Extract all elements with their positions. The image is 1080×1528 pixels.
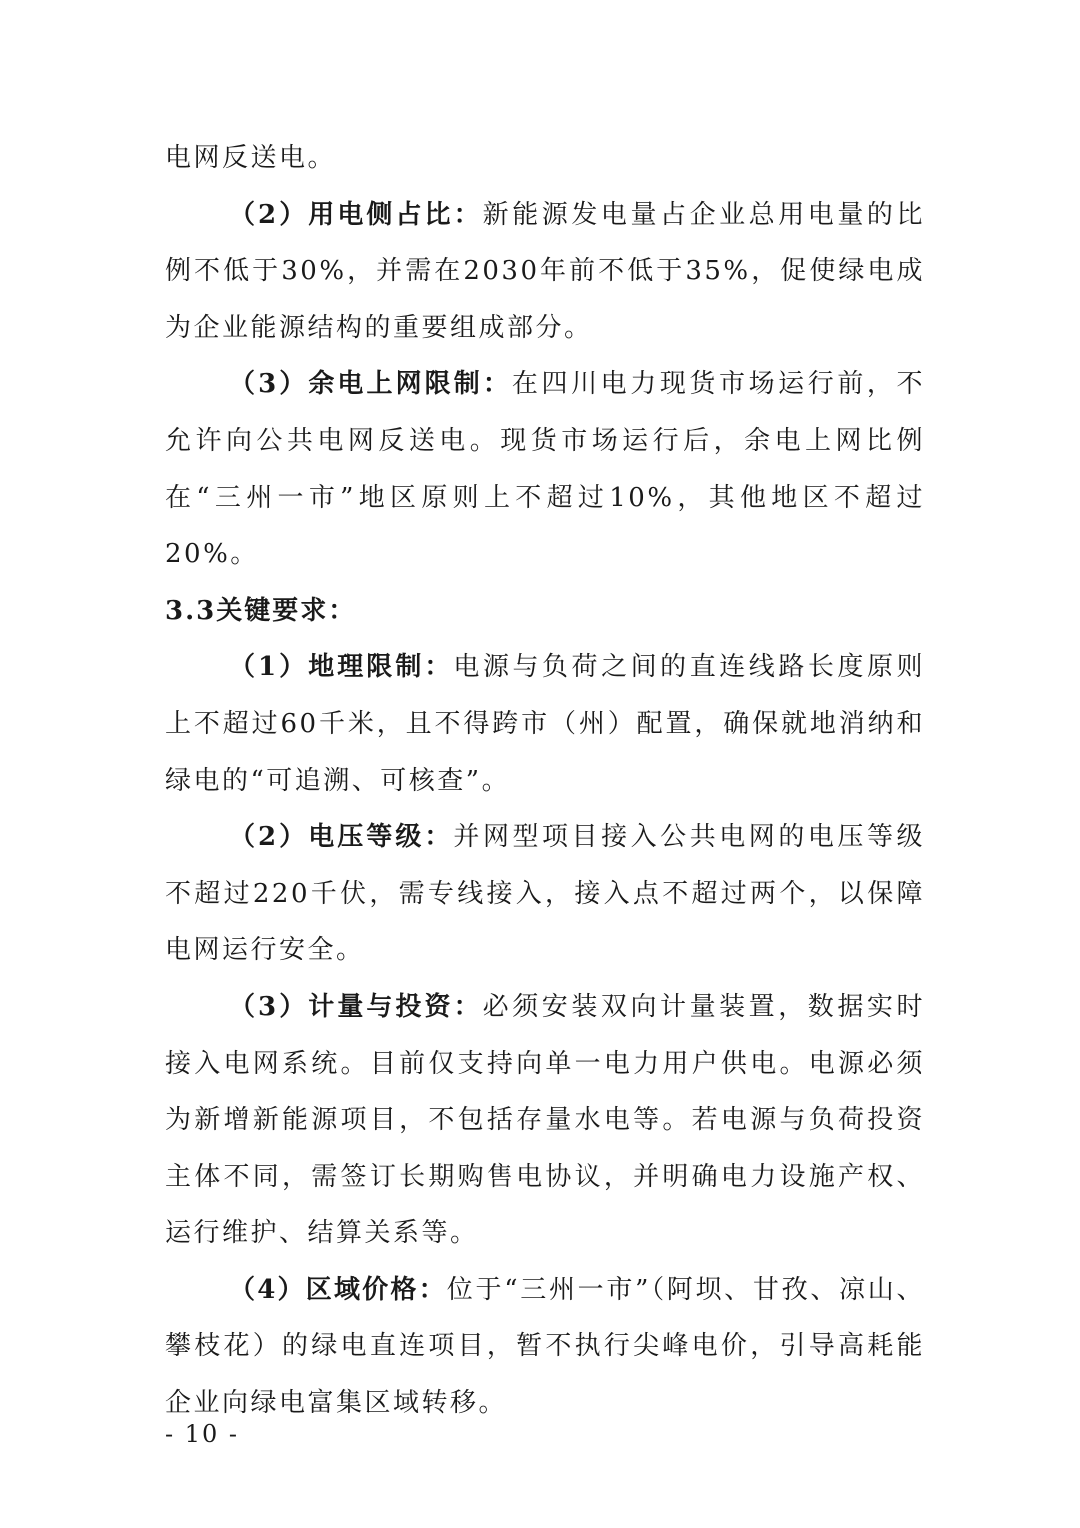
term-metering-investment: （3）计量与投资： bbox=[229, 991, 483, 1022]
text-surplus-grid-limit: 在四川电力现货市场运行前，不允许向公共电网反送电。现货市场运行后，余电上网比例在“三州一市”地区原则上不超过10%，其他地区不超过20%。 bbox=[165, 369, 925, 570]
paragraph-regional-price bbox=[165, 1262, 925, 1432]
document-body bbox=[165, 130, 925, 1432]
text-geographic-limit: 电源与负荷之间的直连线路长度原则上不超过60千米，且不得跨市（州）配置，确保就地消纳和绿电的“可追溯、可核查”。 bbox=[165, 652, 925, 796]
term-voltage-level: （2）电压等级： bbox=[229, 822, 454, 853]
continuation-paragraph: 电网反送电。 bbox=[165, 143, 337, 173]
section-heading-3-3: 3.3关键要求： bbox=[165, 595, 357, 626]
paragraph-metering-investment bbox=[165, 979, 925, 1262]
term-user-side-ratio: （2）用电侧占比： bbox=[229, 199, 483, 230]
text-voltage-level: 并网型项目接入公共电网的电压等级不超过220千伏，需专线接入，接入点不超过两个，以保障电网运行安全。 bbox=[165, 822, 925, 966]
paragraph-geographic-limit bbox=[165, 639, 925, 809]
page-number: - 10 - bbox=[165, 1420, 240, 1448]
text-regional-price: 位于“三州一市”（阿坝、甘孜、凉山、攀枝花）的绿电直连项目，暂不执行尖峰电价，引导高耗能企业向绿电富集区域转移。 bbox=[165, 1274, 925, 1419]
term-surplus-grid-limit: （3）余电上网限制： bbox=[229, 369, 512, 400]
term-geographic-limit: （1）地理限制： bbox=[229, 652, 454, 683]
text-user-side-ratio: 新能源发电量占企业总用电量的比例不低于30%，并需在2030年前不低于35%，促使绿电成为企业能源结构的重要组成部分。 bbox=[165, 199, 925, 343]
text-metering-investment: 必须安装双向计量装置，数据实时接入电网系统。目前仅支持向单一电力用户供电。电源必须为新增新能源项目，不包括存量水电等。若电源与负荷投资主体不同，需签订长期购售电协议，并明确电力设施产权、运行维护、结算关系等。 bbox=[165, 991, 925, 1249]
paragraph-voltage-level bbox=[165, 809, 925, 979]
term-regional-price: （4）区域价格： bbox=[229, 1274, 447, 1305]
paragraph-surplus-grid-limit bbox=[165, 356, 925, 582]
paragraph-user-side-ratio bbox=[165, 187, 925, 357]
